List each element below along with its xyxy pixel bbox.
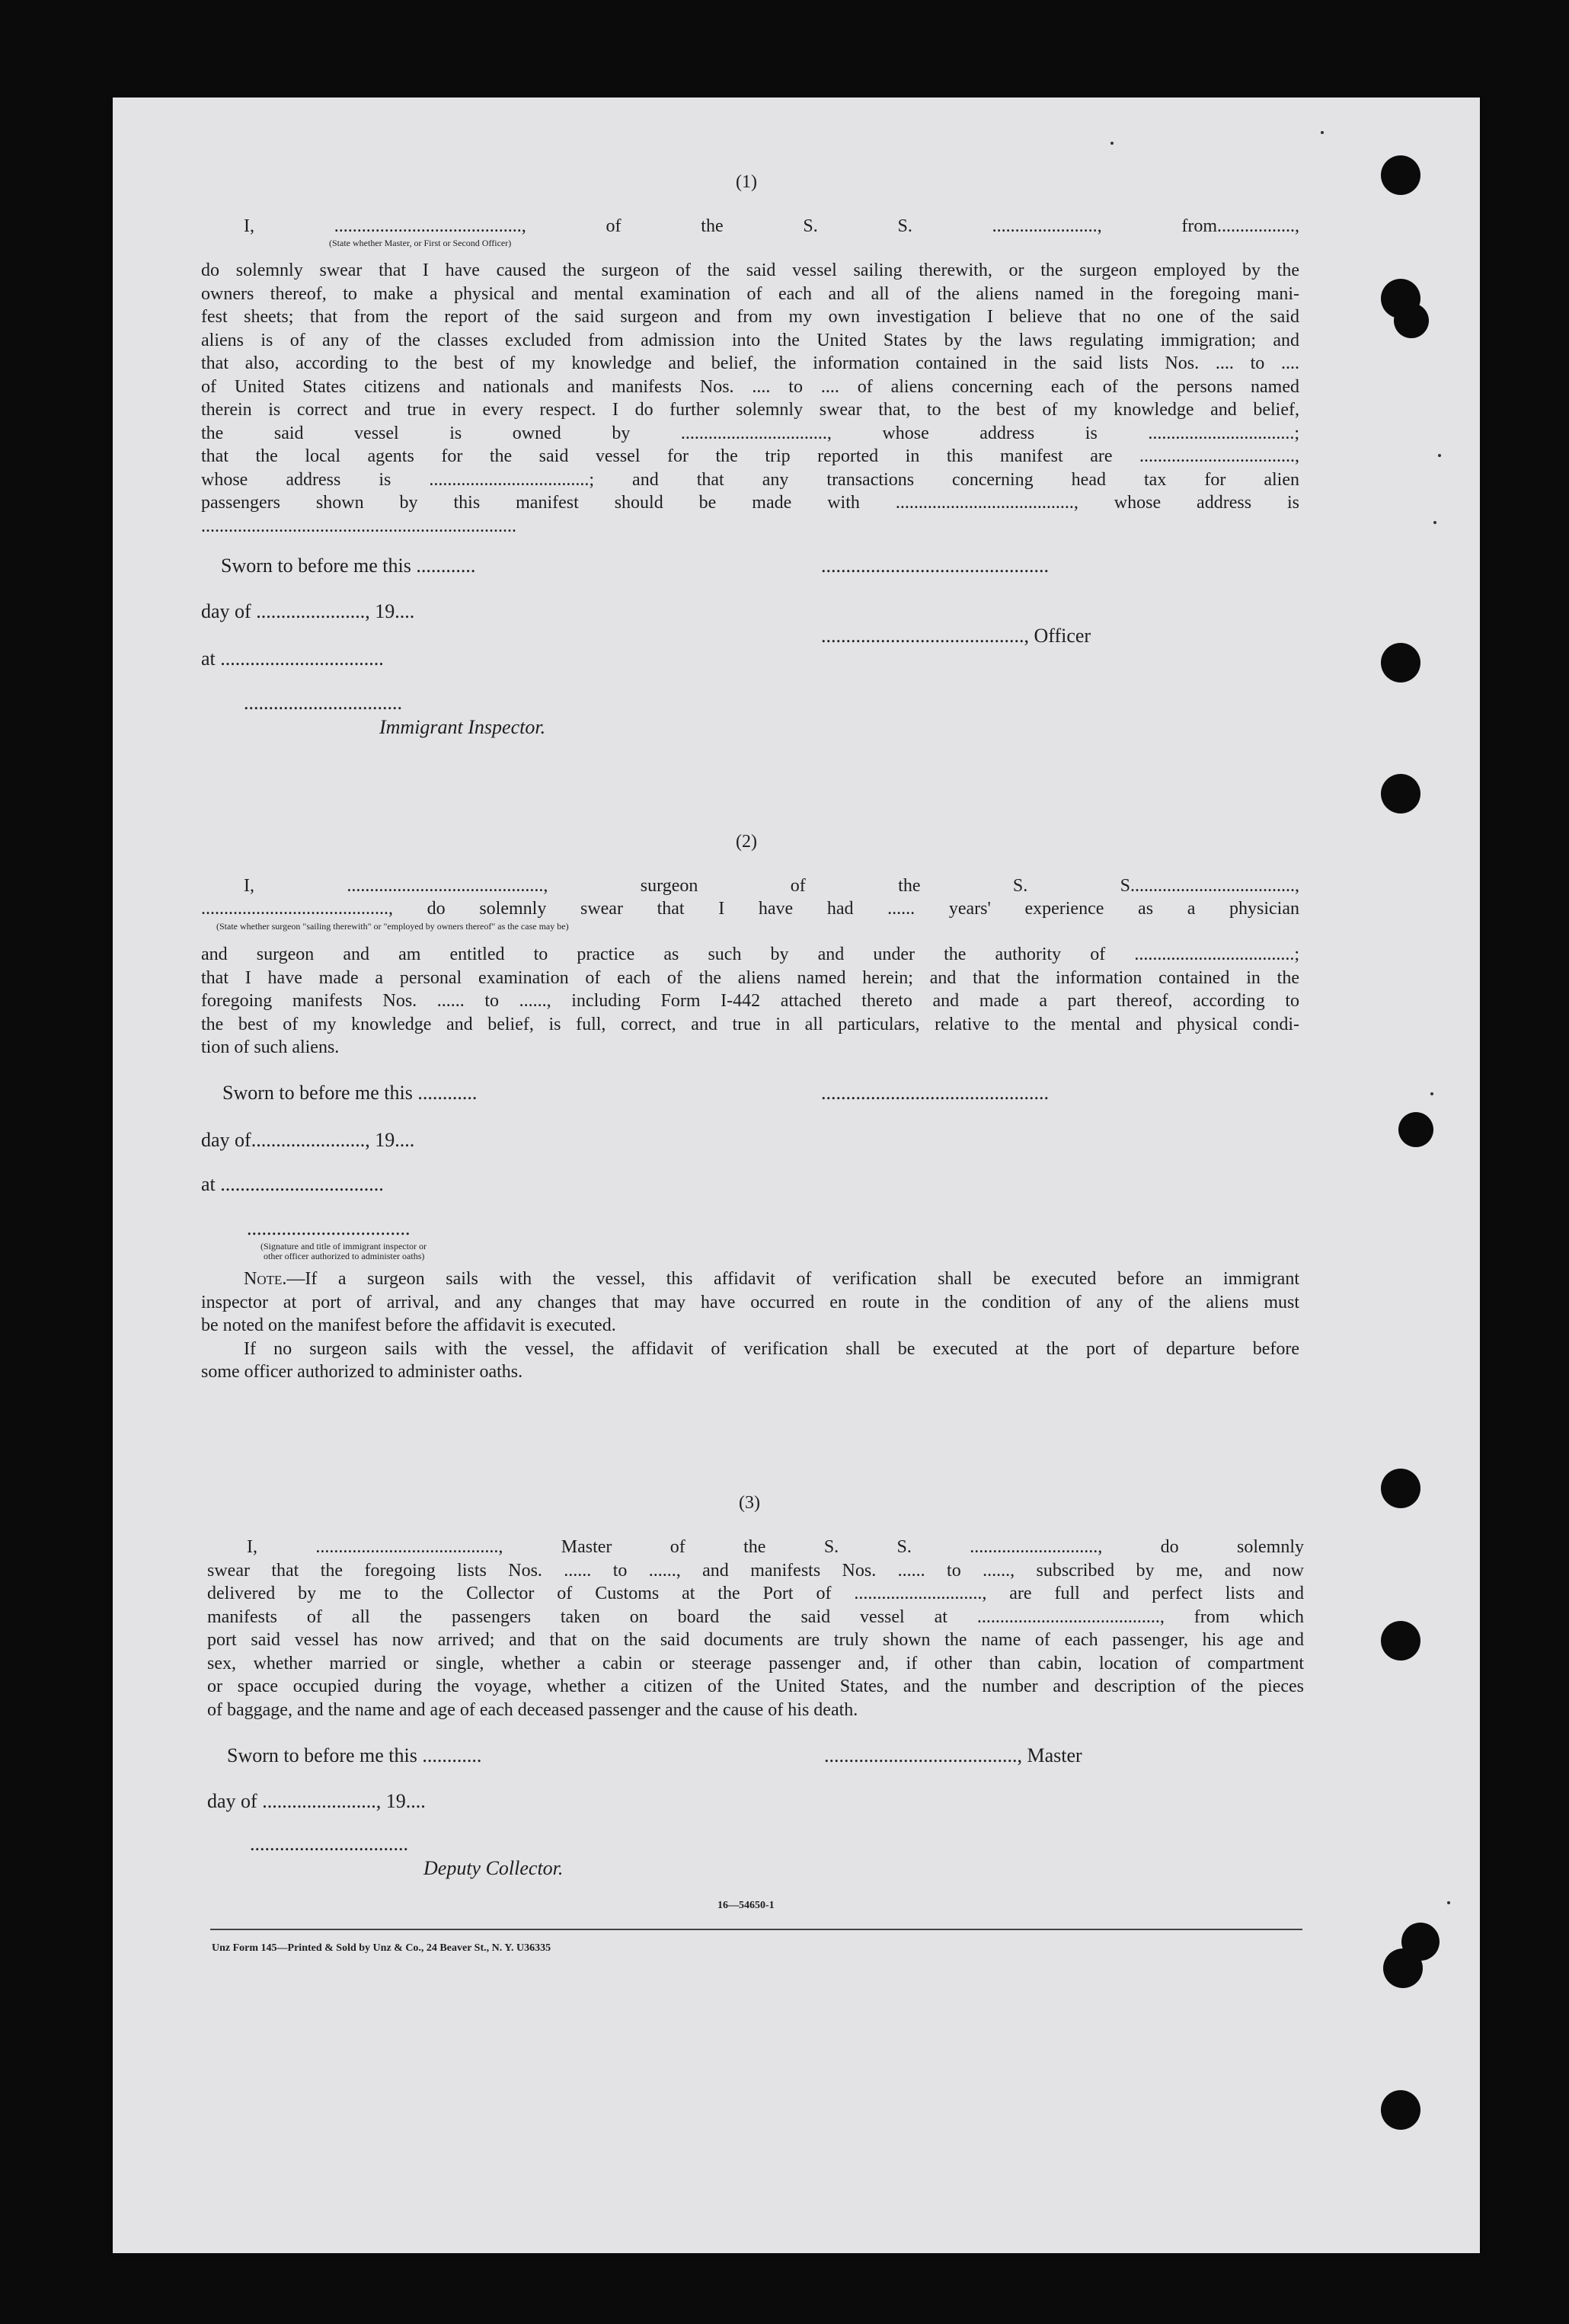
paragraph-line: foregoing manifests Nos. ...... to ......, including Form I-442 attached thereto and made a part thereof, according to <box>201 991 1299 1011</box>
paragraph-line: I, ........................................, Master of the S. S. ............................, do solemnly <box>247 1537 1304 1557</box>
officer-signature-line: ........................................., Officer <box>821 625 1091 647</box>
day-of-line: day of ......................, 19.... <box>201 600 415 622</box>
paragraph-line: the best of my knowledge and belief, is full, correct, and true in all particulars, relative to the mental and physical condi- <box>201 1014 1299 1034</box>
section-3-heading: (3) <box>739 1493 760 1513</box>
note-line <box>201 1267 1299 1291</box>
signature-dots: .............................................. <box>821 555 1049 577</box>
paragraph-line: fest sheets; that from the report of the said surgeon and from my own investigation I believe that no one of the said <box>201 307 1299 327</box>
surgeon-oath-line: I, ..........................................., surgeon of the S. S...................................., <box>244 876 1299 896</box>
paper-speck <box>1430 1092 1433 1095</box>
collector-dots: ................................ <box>250 1833 408 1855</box>
paragraph-line: owners thereof, to make a physical and mental examination of each and all of the aliens named in the foregoing mani- <box>201 283 1299 304</box>
paragraph-line: the said vessel is owned by ................................, whose address is ................................; <box>201 423 1299 443</box>
master-affidavit-paragraph <box>201 259 1299 538</box>
inspector-caption: (Signature and title of immigrant inspector or <box>260 1241 427 1252</box>
punch-hole <box>1381 1469 1420 1508</box>
inspector-label <box>379 716 545 739</box>
inspector-label-text: Immigrant Inspector. <box>379 716 546 738</box>
day-of-line: day of......................., 19.... <box>201 1129 415 1151</box>
paragraph-line: delivered by me to the Collector of Customs at the Port of ............................, are full and perfect lists and <box>207 1584 1304 1603</box>
inspector-dots: ................................. <box>247 1217 411 1239</box>
footer-rule <box>210 1929 1302 1930</box>
paragraph-line: aliens is of any of the classes excluded from admission into the United States by the laws regulating immigration; and <box>201 330 1299 350</box>
punch-hole <box>1381 1621 1420 1661</box>
surgeon-experience-line: ........................................., do solemnly swear that I have had ...... years' experience as a physician <box>201 899 1299 919</box>
paragraph-line: that I have made a personal examination of each of the aliens named herein; and that the information contained in the <box>201 967 1299 988</box>
section-2-heading: (2) <box>736 832 757 852</box>
sworn-before-line: Sworn to before me this ............ <box>221 555 476 577</box>
sworn-before-line: Sworn to before me this ............ <box>222 1082 478 1104</box>
day-of-line: day of ......................., 19.... <box>207 1790 426 1812</box>
punch-hole <box>1381 155 1420 195</box>
note-paragraph <box>201 1267 1299 1384</box>
form-sheet <box>113 97 1480 2253</box>
punch-hole <box>1398 1112 1433 1147</box>
note-text: —If a surgeon sails with the vessel, this affidavit of verification shall be executed before an immigrant <box>286 1269 1299 1289</box>
collector-label-text: Deputy Collector. <box>423 1857 564 1879</box>
paragraph-line: of United States citizens and nationals and manifests Nos. .... to .... of aliens concerning each of the persons named <box>201 376 1299 397</box>
at-line: at ................................. <box>201 647 384 670</box>
paragraph-line: passengers shown by this manifest should be made with ......................................., whose address is <box>201 493 1299 513</box>
sworn-before-line: Sworn to before me this ............ <box>227 1744 482 1766</box>
paragraph-line: therein is correct and true in every respect. I do further solemnly swear that, to the best of my knowledge and belief, <box>201 400 1299 420</box>
note-line: inspector at port of arrival, and any changes that may have occurred en route in the condition of any of the aliens must <box>201 1292 1299 1312</box>
paragraph-line: and surgeon and am entitled to practice as such by and under the authority of ...................................; <box>201 945 1299 964</box>
master-declaration-paragraph <box>207 1536 1304 1721</box>
paragraph-line: do solemnly swear that I have caused the surgeon of the said vessel sailing therewith, or the surgeon employed by the <box>201 261 1299 280</box>
section-1-heading: (1) <box>736 172 757 192</box>
paragraph-line: ..................................................................... <box>201 516 516 536</box>
collector-label <box>423 1857 563 1880</box>
master-oath-line: I, ........................................., of the S. S. ......................., from................., <box>244 216 1299 236</box>
form-number: 16—54650-1 <box>717 1900 775 1911</box>
paragraph-line: that the local agents for the said vessel for the trip reported in this manifest are .................................., <box>201 446 1299 466</box>
inspector-dots: ................................ <box>244 692 402 714</box>
paragraph-line: that also, according to the best of my knowledge and belief, the information contained in the said lists Nos. .... to .... <box>201 353 1299 373</box>
paragraph-line: of baggage, and the name and age of each deceased passenger and the cause of his death. <box>207 1699 858 1720</box>
paper-speck <box>1433 521 1436 524</box>
punch-hole <box>1394 303 1429 338</box>
paragraph-line: sex, whether married or single, whether a cabin or steerage passenger and, if other than cabin, location of compartment <box>207 1653 1304 1673</box>
surgeon-affidavit-paragraph <box>201 943 1299 1060</box>
punch-hole <box>1383 1948 1423 1988</box>
note-line: If no surgeon sails with the vessel, the affidavit of verification shall be executed at the port of departure before <box>244 1338 1299 1359</box>
paper-speck <box>1447 1901 1450 1904</box>
note-line: some officer authorized to administer oaths. <box>201 1362 523 1382</box>
note-line: be noted on the manifest before the affidavit is executed. <box>201 1315 616 1335</box>
punch-hole <box>1381 643 1420 682</box>
printer-credit: Unz Form 145—Printed & Sold by Unz & Co., 24 Beaver St., N. Y. U36335 <box>212 1942 551 1954</box>
paragraph-line: port said vessel has now arrived; and that on the said documents are truly shown the name of each passenger, his age and <box>207 1630 1304 1650</box>
officer-caption: (State whether Master, or First or Second Officer) <box>329 238 512 248</box>
master-signature-line: ......................................., Master <box>824 1744 1082 1766</box>
paragraph-line: manifests of all the passengers taken on board the said vessel at ........................................, from which <box>207 1606 1304 1627</box>
surgeon-caption: (State whether surgeon "sailing therewith" or "employed by owners thereof" as the case may be) <box>216 921 569 932</box>
note-label: Note. <box>244 1269 287 1289</box>
paragraph-line: whose address is ...................................; and that any transactions concerning head tax for alien <box>201 469 1299 490</box>
paragraph-line: tion of such aliens. <box>201 1037 340 1057</box>
signature-dots: .............................................. <box>821 1082 1049 1104</box>
paper-speck <box>1438 454 1441 457</box>
at-line: at ................................. <box>201 1173 384 1195</box>
paragraph-line: or space occupied during the voyage, whether a citizen of the United States, and the number and description of the pieces <box>207 1677 1304 1696</box>
inspector-caption: other officer authorized to administer oaths) <box>264 1251 425 1261</box>
paper-speck <box>1110 142 1114 145</box>
punch-hole <box>1381 2090 1420 2130</box>
punch-hole <box>1381 774 1420 814</box>
paragraph-line: swear that the foregoing lists Nos. ...... to ......, and manifests Nos. ...... to ......, subscribed by me, and now <box>207 1560 1304 1581</box>
paper-speck <box>1321 131 1324 134</box>
